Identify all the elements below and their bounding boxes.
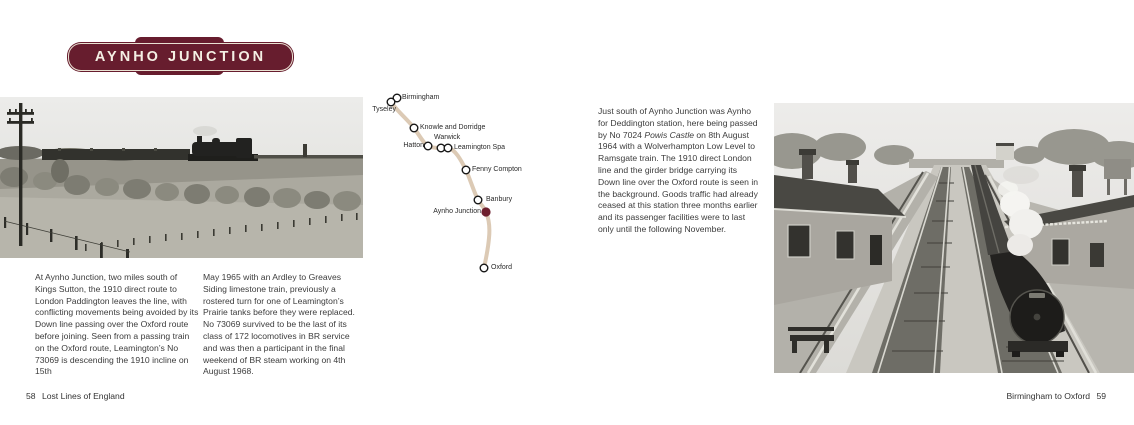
left-caption-column-1: At Aynho Junction, two miles south of Kings Sutton, the 1910 direct route to London Paddington leaves the line, with conflicting movements being avoided by its Down line passing over the Oxford route before joining. Seen from a passing train on the Oxford route, Leamington’s No 73069 is descending the 1910 incline on 15th — [35, 272, 199, 377]
footer-right — [1006, 391, 1110, 401]
map-marker-hatton — [424, 142, 432, 150]
route-map-svg — [370, 88, 570, 288]
map-label-warwick: Warwick — [434, 134, 461, 141]
map-label-knowle-and-dorridge: Knowle and Dorridge — [420, 124, 486, 131]
map-marker-leamington-spa — [444, 144, 452, 152]
map-marker-knowle-and-dorridge — [410, 124, 418, 132]
right-caption-text-before: Just south of Aynho Junction was Aynho for Deddington station, here being passed by No 7024 — [598, 106, 758, 140]
station-totem-banner — [68, 37, 291, 75]
map-label-hatton: Hatton — [403, 142, 424, 149]
route-line — [391, 96, 489, 268]
map-marker-banbury — [474, 196, 482, 204]
right-caption — [598, 106, 760, 236]
signal-box — [996, 145, 1014, 160]
right-photo-aynho-station — [774, 103, 1134, 373]
chapter-title: Birmingham to Oxford — [1006, 391, 1091, 401]
route-map — [370, 88, 570, 288]
locomotive-name-italic: Powis Castle — [644, 129, 695, 140]
map-label-fenny-compton: Fenny Compton — [472, 166, 522, 173]
left-photo-countryside-train — [0, 97, 363, 258]
map-label-aynho-junction: Aynho Junction — [433, 208, 481, 215]
page-number-left: 58 — [26, 391, 36, 401]
map-marker-oxford — [480, 264, 488, 272]
map-marker-aynho-junction — [481, 207, 490, 216]
book-title: Lost Lines of England — [41, 391, 125, 401]
map-label-oxford: Oxford — [491, 264, 513, 271]
totem-body — [68, 43, 293, 71]
track-line — [254, 155, 363, 159]
map-label-leamington-spa: Leamington Spa — [454, 144, 505, 151]
page-number-right: 59 — [1096, 391, 1106, 401]
right-caption-text-after: on 8th August 1964 with a Wolverhampton Low Level to Ramsgate train. The 1910 direct London line and the girder bridge carrying its Down line over the Oxford route is seen in the background. Goods traffic had already ceased at this station three months earlier and its passenger facilities were to last only until the following November. — [598, 129, 759, 234]
map-label-birmingham: Birmingham — [402, 94, 440, 101]
map-marker-fenny-compton — [462, 166, 470, 174]
footer-left — [22, 391, 125, 401]
map-label-banbury: Banbury — [486, 196, 513, 203]
left-caption-column-2: May 1965 with an Ardley to Greaves Siding limestone train, previously a rostered turn for one of Leamington’s Prairie tanks before they were replaced. No 73069 survived to be the last of its class of 172 locomotives in BR service and was then a participant in the final weekend of BR steam working on 4th August 1968. — [203, 272, 355, 377]
page-title: AYNHO JUNCTION — [94, 49, 267, 65]
map-label-tyseley: Tyseley — [372, 106, 396, 113]
map-marker-tyseley — [387, 98, 395, 106]
